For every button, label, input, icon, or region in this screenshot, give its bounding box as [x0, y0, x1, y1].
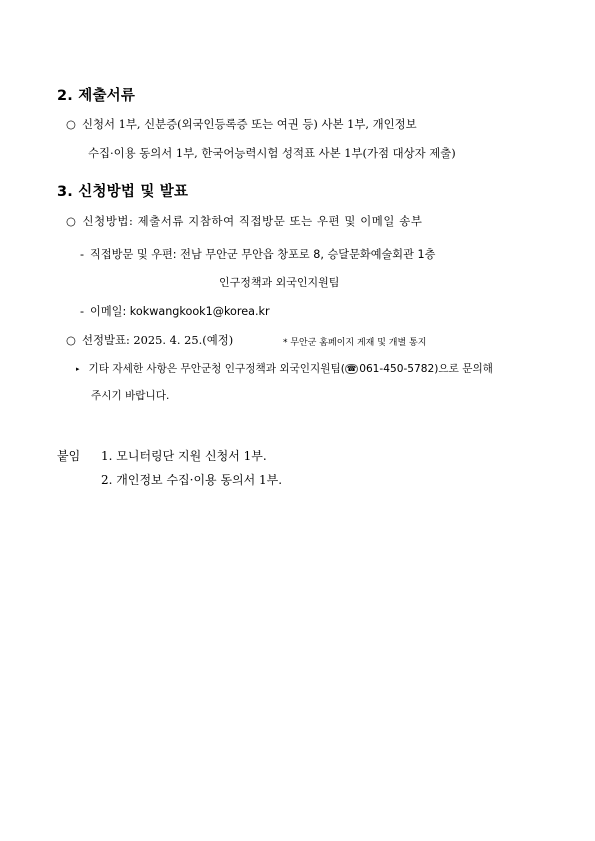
- attachment-item-2: 2. 개인정보 수집·이용 동의서 1부.: [101, 473, 283, 487]
- email-item: [80, 303, 270, 319]
- inquiry-line-2: 주시기 바랍니다.: [91, 390, 170, 402]
- visit-item: [80, 246, 435, 262]
- circle-bullet-icon: ○: [66, 214, 77, 228]
- documents-line-2: 수집·이용 동의서 1부, 한국어능력시험 성적표 사본 1부(가점 대상자 제출): [88, 146, 456, 160]
- announce-note: * 무안군 홈페이지 게재 및 개별 통지: [283, 338, 427, 348]
- triangle-bullet-icon: ▸: [76, 365, 80, 373]
- dash-bullet-icon: -: [80, 248, 85, 261]
- documents-line-1: 신청서 1부, 신분증(외국인등록증 또는 여권 등) 사본 1부, 개인정보: [81, 117, 417, 131]
- dash-bullet-icon: -: [80, 305, 85, 318]
- method-text: 신청방법: 제출서류 지참하여 직접방문 또는 우편 및 이메일 송부: [82, 214, 423, 228]
- email-text: 이메일: kokwangkook1@korea.kr: [90, 305, 270, 318]
- circle-bullet-icon: ○: [66, 333, 76, 347]
- section-2-heading: 2. 제출서류: [57, 88, 136, 104]
- phone-icon: ☎: [346, 364, 357, 373]
- attachments-label: 붙임: [57, 449, 81, 463]
- announce-text: 선정발표: 2025. 4. 25.(예정): [81, 333, 234, 347]
- method-item: [66, 213, 422, 229]
- inquiry-text-b: 061-450-5782)으로 문의해: [359, 363, 493, 375]
- visit-line-1: 직접방문 및 우편: 전남 무안군 무안읍 창포로 8, 승달문화예술회관 1층: [90, 248, 436, 261]
- inquiry-item: [76, 361, 493, 376]
- circle-bullet-icon: ○: [66, 117, 76, 131]
- announce-item: [66, 332, 233, 348]
- section-2-item: [66, 116, 417, 132]
- visit-line-2: 인구정책과 외국인지원팀: [219, 276, 340, 289]
- inquiry-text-a: 기타 자세한 사항은 무안군청 인구정책과 외국인지원팀(: [88, 363, 345, 375]
- attachment-item-1: 1. 모니터링단 지원 신청서 1부.: [101, 449, 267, 463]
- section-3-heading: 3. 신청방법 및 발표: [57, 184, 189, 200]
